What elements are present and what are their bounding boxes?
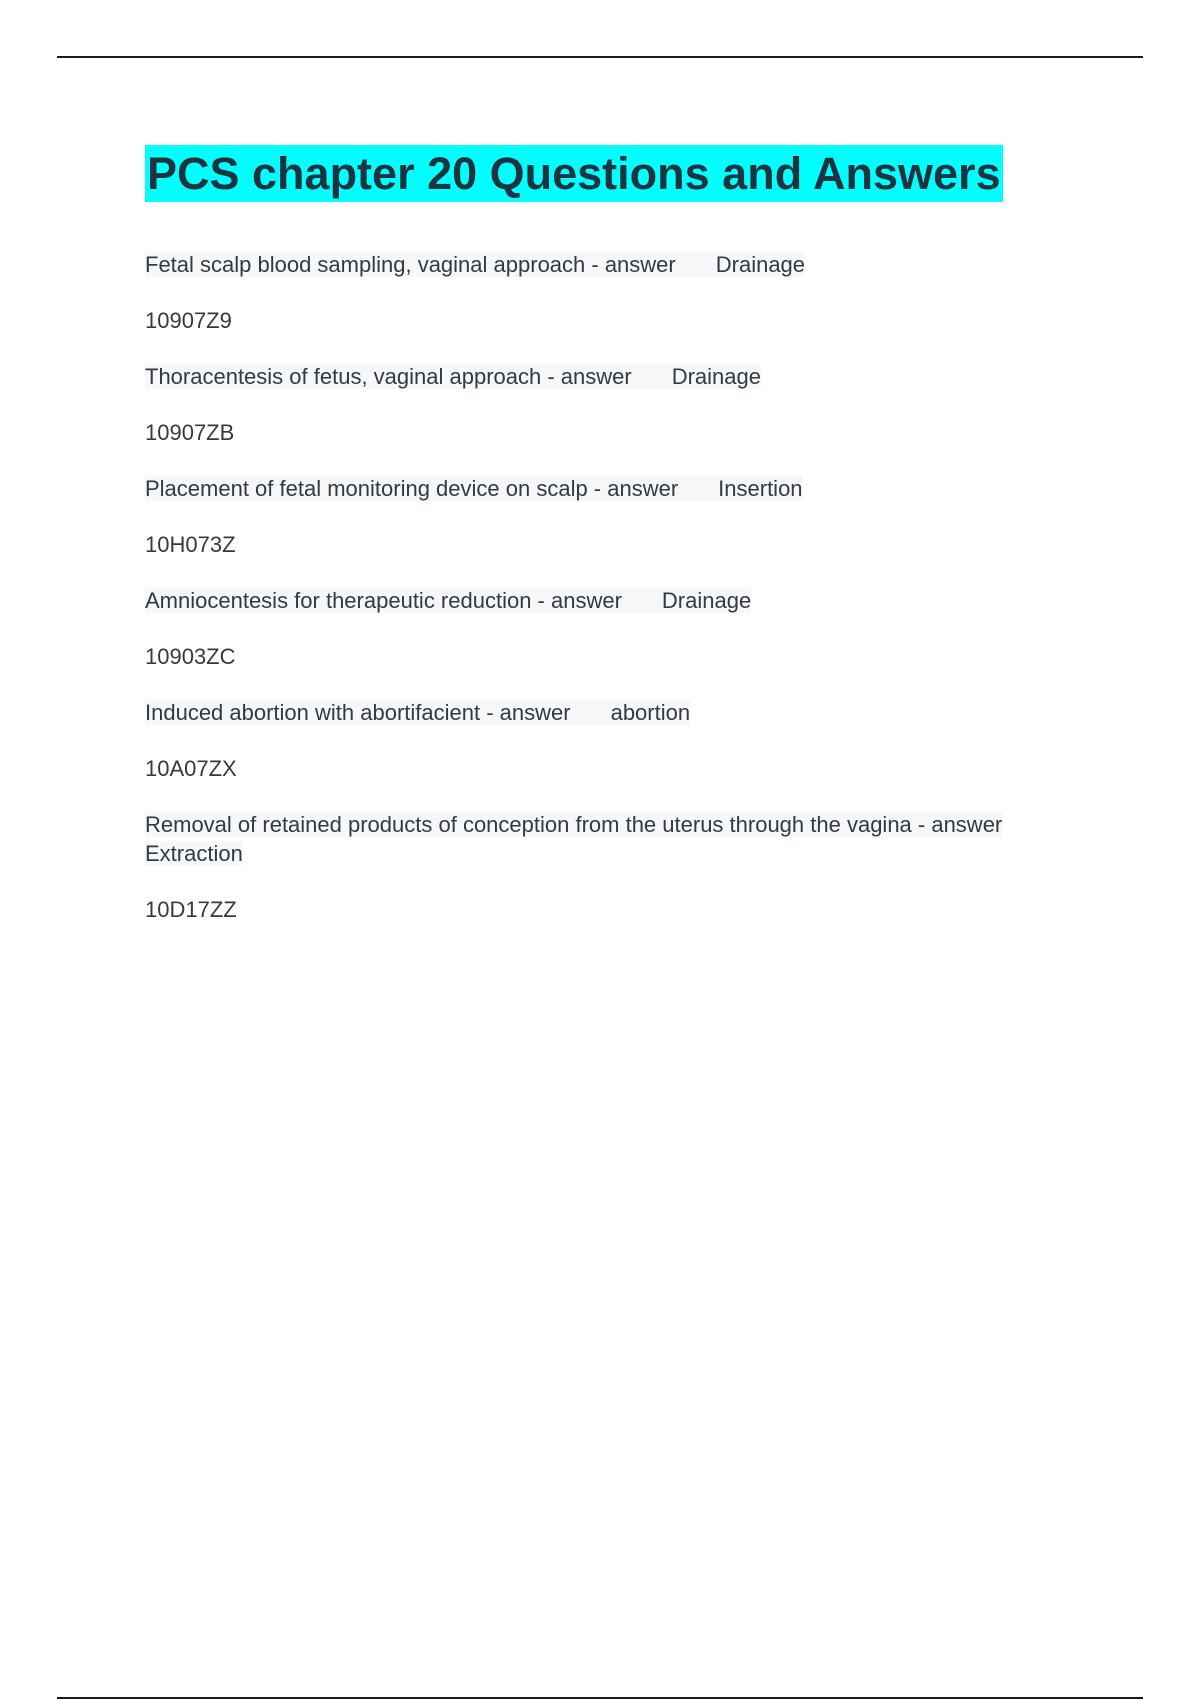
qa-item bbox=[145, 810, 1095, 924]
answer-code: 10D17ZZ bbox=[145, 895, 245, 924]
question-text: Amniocentesis for therapeutic reduction - answer Drainage bbox=[145, 588, 752, 613]
answer-text: Drainage bbox=[715, 252, 806, 277]
question-text: Fetal scalp blood sampling, vaginal approach - answer Drainage bbox=[145, 252, 806, 277]
header-rule bbox=[57, 56, 1143, 58]
qa-item bbox=[145, 250, 1095, 335]
answer-text: Drainage bbox=[671, 364, 761, 389]
qa-item bbox=[145, 362, 1095, 447]
document-title: PCS chapter 20 Questions and Answers bbox=[145, 145, 1003, 202]
footer-rule bbox=[57, 1697, 1143, 1699]
answer-text: abortion bbox=[610, 700, 691, 725]
qa-item bbox=[145, 586, 1095, 671]
answer-code: 10907Z9 bbox=[145, 306, 240, 335]
answer-text: Drainage bbox=[661, 588, 752, 613]
answer-text: Insertion bbox=[718, 476, 803, 501]
question-text: Removal of retained products of conception from the uterus through the vagina - answer Extraction bbox=[145, 812, 1003, 866]
answer-code: 10907ZB bbox=[145, 418, 242, 447]
answer-code: 10A07ZX bbox=[145, 754, 245, 783]
answer-code: 10H073Z bbox=[145, 530, 244, 559]
question-text: Induced abortion with abortifacient - answer abortion bbox=[145, 700, 691, 725]
answer-text: Extraction bbox=[145, 841, 243, 866]
answer-code: 10903ZC bbox=[145, 642, 244, 671]
qa-list bbox=[145, 250, 1095, 924]
question-text: Placement of fetal monitoring device on scalp - answer Insertion bbox=[145, 476, 803, 501]
qa-item bbox=[145, 698, 1095, 783]
qa-item bbox=[145, 474, 1095, 559]
question-text: Thoracentesis of fetus, vaginal approach - answer Drainage bbox=[145, 364, 761, 389]
document-body bbox=[145, 145, 1095, 951]
